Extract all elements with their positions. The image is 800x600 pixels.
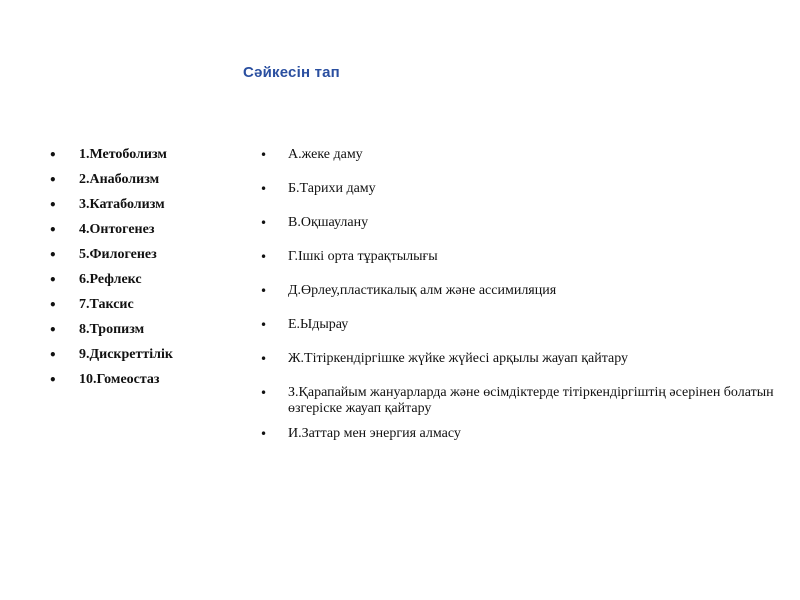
bullet-icon: •	[49, 248, 57, 262]
term-item	[49, 297, 249, 322]
definition-item	[260, 317, 790, 342]
term-text: 9.Дискреттілік	[79, 347, 173, 362]
definition-item	[260, 249, 790, 274]
term-item	[49, 272, 249, 297]
definition-text: Г.Ішкі орта тұрақтылығы	[288, 249, 438, 264]
bullet-icon: •	[260, 250, 268, 264]
term-item	[49, 347, 249, 372]
term-text: 6.Рефлекс	[79, 272, 142, 287]
bullet-icon: •	[49, 173, 57, 187]
bullet-icon: •	[260, 427, 268, 441]
bullet-icon: •	[49, 298, 57, 312]
bullet-icon: •	[49, 348, 57, 362]
definition-item	[260, 385, 790, 417]
definition-text: Ж.Тітіркендіргішке жүйке жүйесі арқылы жауап қайтару	[288, 351, 629, 366]
definition-item	[260, 283, 790, 308]
term-item	[49, 197, 249, 222]
terms-list	[49, 147, 249, 397]
bullet-icon: •	[260, 182, 268, 196]
term-text: 2.Анаболизм	[79, 172, 160, 187]
bullet-icon: •	[49, 273, 57, 287]
term-text: 10.Гомеостаз	[79, 372, 160, 387]
term-item	[49, 172, 249, 197]
term-text: 4.Онтогенез	[79, 222, 155, 237]
definition-text: Д.Өрлеу,пластикалық алм және ассимиляция	[288, 283, 557, 298]
bullet-icon: •	[49, 148, 57, 162]
definition-item	[260, 147, 790, 172]
bullet-icon: •	[260, 386, 268, 400]
definition-item	[260, 351, 790, 376]
term-item	[49, 322, 249, 347]
term-text: 1.Метоболизм	[79, 147, 167, 162]
definition-text: А.жеке даму	[288, 147, 363, 162]
term-item	[49, 147, 249, 172]
bullet-icon: •	[260, 352, 268, 366]
slide-title: Сәйкесін тап	[243, 64, 340, 81]
definition-text: И.Заттар мен энергия алмасу	[288, 426, 461, 441]
definition-text: З.Қарапайым жануарларда және өсімдіктерде тітіркендіргіштің әсерінен болатын өзгеріске жауап қайтару	[288, 385, 774, 416]
term-text: 7.Таксис	[79, 297, 134, 312]
bullet-icon: •	[260, 148, 268, 162]
term-text: 5.Филогенез	[79, 247, 157, 262]
bullet-icon: •	[260, 318, 268, 332]
term-item	[49, 222, 249, 247]
definition-text: Е.Ыдырау	[288, 317, 349, 332]
bullet-icon: •	[49, 373, 57, 387]
term-text: 3.Катаболизм	[79, 197, 165, 212]
term-text: 8.Тропизм	[79, 322, 145, 337]
bullet-icon: •	[49, 198, 57, 212]
definition-text: Б.Тарихи даму	[288, 181, 376, 196]
definitions-list	[260, 147, 790, 460]
bullet-icon: •	[260, 216, 268, 230]
definition-item	[260, 426, 790, 451]
bullet-icon: •	[49, 223, 57, 237]
term-item	[49, 247, 249, 272]
definition-text: В.Оқшаулану	[288, 215, 369, 230]
definition-item	[260, 181, 790, 206]
bullet-icon: •	[260, 284, 268, 298]
bullet-icon: •	[49, 323, 57, 337]
term-item	[49, 372, 249, 397]
definition-item	[260, 215, 790, 240]
